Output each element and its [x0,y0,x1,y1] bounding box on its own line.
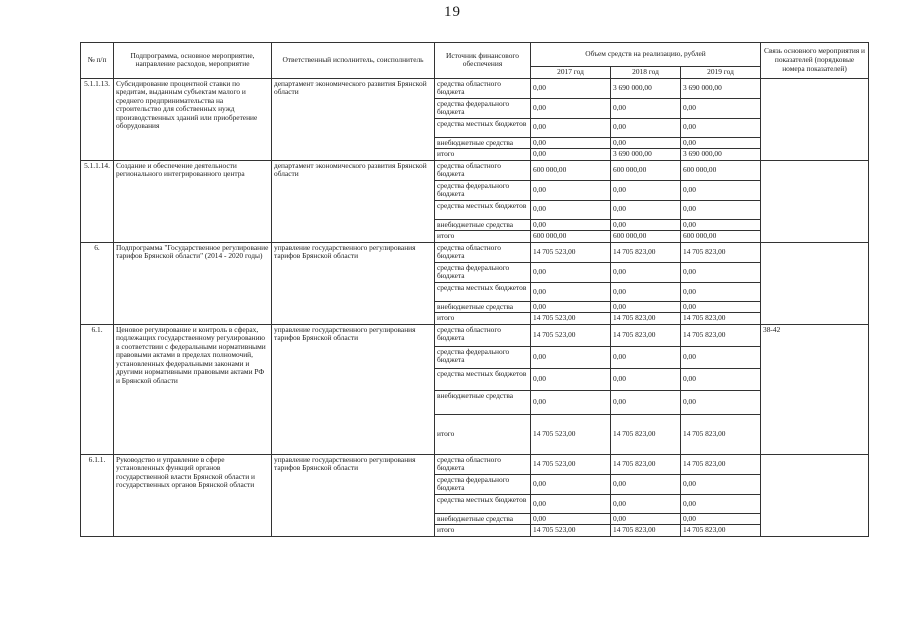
value-cell: 0,00 [681,474,761,494]
source-total: итого [435,149,531,161]
source-local: средства местных бюджетов [435,200,531,219]
table-row [81,324,869,346]
value-cell: 0,00 [611,513,681,525]
row-name: Ценовое регулирование и контроль в сферах, подлежащих государственному регулированию в соответствии с федеральными нормативными правовыми актами в пределах полномочий, установленных федеральными законами и другими нормативными правовыми актами РФ и Брянской области [114,324,272,454]
value-cell: 0,00 [681,494,761,513]
value-cell: 0,00 [531,301,611,313]
value-cell: 0,00 [611,137,681,149]
row-number: 6. [81,242,114,324]
page-number: 19 [444,4,461,20]
value-cell: 600 000,00 [531,231,611,243]
value-cell: 0,00 [681,262,761,282]
value-cell: 0,00 [611,98,681,118]
source-local: средства местных бюджетов [435,282,531,301]
row-number: 5.1.1.14. [81,160,114,242]
value-cell: 0,00 [531,78,611,98]
value-cell: 0,00 [611,180,681,200]
value-cell: 14 705 823,00 [681,525,761,537]
row-indicator-link [761,454,869,536]
source-federal: средства федерального бюджета [435,180,531,200]
source-federal: средства федерального бюджета [435,474,531,494]
row-indicator-link [761,242,869,324]
row-number: 6.1.1. [81,454,114,536]
table-body [81,78,869,536]
value-cell: 0,00 [681,282,761,301]
value-cell: 14 705 823,00 [611,525,681,537]
row-indicator-link: 38-42 [761,324,869,454]
value-cell: 14 705 523,00 [531,454,611,474]
value-cell: 0,00 [611,200,681,219]
value-cell: 14 705 823,00 [681,454,761,474]
value-cell: 0,00 [531,474,611,494]
value-cell: 0,00 [531,282,611,301]
value-cell: 0,00 [681,200,761,219]
source-local: средства местных бюджетов [435,118,531,137]
table-row [81,454,869,474]
header-source: Источник финансового обеспечения [435,43,531,79]
value-cell: 0,00 [531,219,611,231]
value-cell: 0,00 [531,390,611,414]
value-cell: 0,00 [611,301,681,313]
value-cell: 0,00 [611,282,681,301]
source-federal: средства федерального бюджета [435,98,531,118]
value-cell: 0,00 [531,180,611,200]
source-regional: средства областного бюджета [435,160,531,180]
value-cell: 0,00 [611,118,681,137]
value-cell: 14 705 823,00 [681,242,761,262]
value-cell: 600 000,00 [611,231,681,243]
value-cell: 0,00 [611,368,681,390]
value-cell: 0,00 [611,346,681,368]
value-cell: 0,00 [531,137,611,149]
source-federal: средства федерального бюджета [435,262,531,282]
table-row [81,242,869,262]
value-cell: 0,00 [681,180,761,200]
row-executor: департамент экономического развития Брянской области [272,78,435,160]
value-cell: 0,00 [611,219,681,231]
value-cell: 0,00 [681,118,761,137]
source-extra: внебюджетные средства [435,513,531,525]
value-cell: 14 705 823,00 [681,313,761,325]
value-cell: 14 705 823,00 [611,242,681,262]
value-cell: 600 000,00 [681,160,761,180]
value-cell: 14 705 523,00 [531,324,611,346]
source-total: итого [435,414,531,454]
value-cell: 0,00 [681,219,761,231]
source-extra: внебюджетные средства [435,137,531,149]
header-year-2019: 2019 год [681,67,761,79]
value-cell: 0,00 [681,513,761,525]
row-name: Подпрограмма "Государственное регулирование тарифов Брянской области" (2014 - 2020 годы) [114,242,272,324]
source-local: средства местных бюджетов [435,494,531,513]
value-cell: 14 705 523,00 [531,313,611,325]
row-executor: управление государственного регулирования тарифов Брянской области [272,454,435,536]
value-cell: 0,00 [681,137,761,149]
source-regional: средства областного бюджета [435,324,531,346]
source-local: средства местных бюджетов [435,368,531,390]
value-cell: 0,00 [681,98,761,118]
source-total: итого [435,313,531,325]
value-cell: 14 705 823,00 [611,414,681,454]
value-cell: 0,00 [611,494,681,513]
value-cell: 14 705 823,00 [681,324,761,346]
source-total: итого [435,525,531,537]
value-cell: 0,00 [531,200,611,219]
header-volume: Объем средств на реализацию, рублей [531,43,761,67]
value-cell: 0,00 [531,98,611,118]
row-name: Субсидирование процентной ставки по кредитам, выданным субъектам малого и среднего предпринимательства на строительство для собственных нужд производственных зданий или приобретение оборудования [114,78,272,160]
source-regional: средства областного бюджета [435,242,531,262]
value-cell: 14 705 523,00 [531,242,611,262]
source-total: итого [435,231,531,243]
source-extra: внебюджетные средства [435,390,531,414]
value-cell: 0,00 [681,390,761,414]
row-name: Руководство и управление в сфере установленных функций органов государственной власти Брянской области и государственных органов Брянской области [114,454,272,536]
row-indicator-link [761,78,869,160]
header-num: № п/п [81,43,114,79]
value-cell: 0,00 [531,118,611,137]
value-cell: 0,00 [681,301,761,313]
value-cell: 0,00 [531,262,611,282]
header-name: Подпрограмма, основное мероприятие, направление расходов, мероприятие [114,43,272,79]
row-indicator-link [761,160,869,242]
value-cell: 14 705 523,00 [531,414,611,454]
row-executor: департамент экономического развития Брянской области [272,160,435,242]
value-cell: 0,00 [531,368,611,390]
value-cell: 0,00 [681,368,761,390]
source-extra: внебюджетные средства [435,301,531,313]
row-executor: управление государственного регулирования тарифов Брянской области [272,324,435,454]
row-name: Создание и обеспечение деятельности регионального интегрированного центра [114,160,272,242]
value-cell: 14 705 823,00 [611,454,681,474]
value-cell: 0,00 [531,513,611,525]
row-number: 6.1. [81,324,114,454]
value-cell: 14 705 823,00 [611,324,681,346]
header-year-2017: 2017 год [531,67,611,79]
value-cell: 3 690 000,00 [611,78,681,98]
value-cell: 3 690 000,00 [611,149,681,161]
value-cell: 14 705 823,00 [681,414,761,454]
value-cell: 600 000,00 [681,231,761,243]
source-regional: средства областного бюджета [435,454,531,474]
value-cell: 14 705 823,00 [611,313,681,325]
source-extra: внебюджетные средства [435,219,531,231]
value-cell: 0,00 [531,346,611,368]
source-regional: средства областного бюджета [435,78,531,98]
value-cell: 0,00 [681,346,761,368]
header-link: Связь основного мероприятия и показателей (порядковые номера показателей) [761,43,869,79]
header-executor: Ответственный исполнитель, соисполнитель [272,43,435,79]
value-cell: 0,00 [611,262,681,282]
table-row [81,78,869,98]
value-cell: 0,00 [531,149,611,161]
row-executor: управление государственного регулирования тарифов Брянской области [272,242,435,324]
budget-table [80,42,869,537]
table-row [81,160,869,180]
value-cell: 14 705 523,00 [531,525,611,537]
value-cell: 0,00 [611,390,681,414]
source-federal: средства федерального бюджета [435,346,531,368]
value-cell: 0,00 [611,474,681,494]
value-cell: 600 000,00 [611,160,681,180]
header-year-2018: 2018 год [611,67,681,79]
value-cell: 3 690 000,00 [681,78,761,98]
row-number: 5.1.1.13. [81,78,114,160]
value-cell: 3 690 000,00 [681,149,761,161]
value-cell: 600 000,00 [531,160,611,180]
value-cell: 0,00 [531,494,611,513]
